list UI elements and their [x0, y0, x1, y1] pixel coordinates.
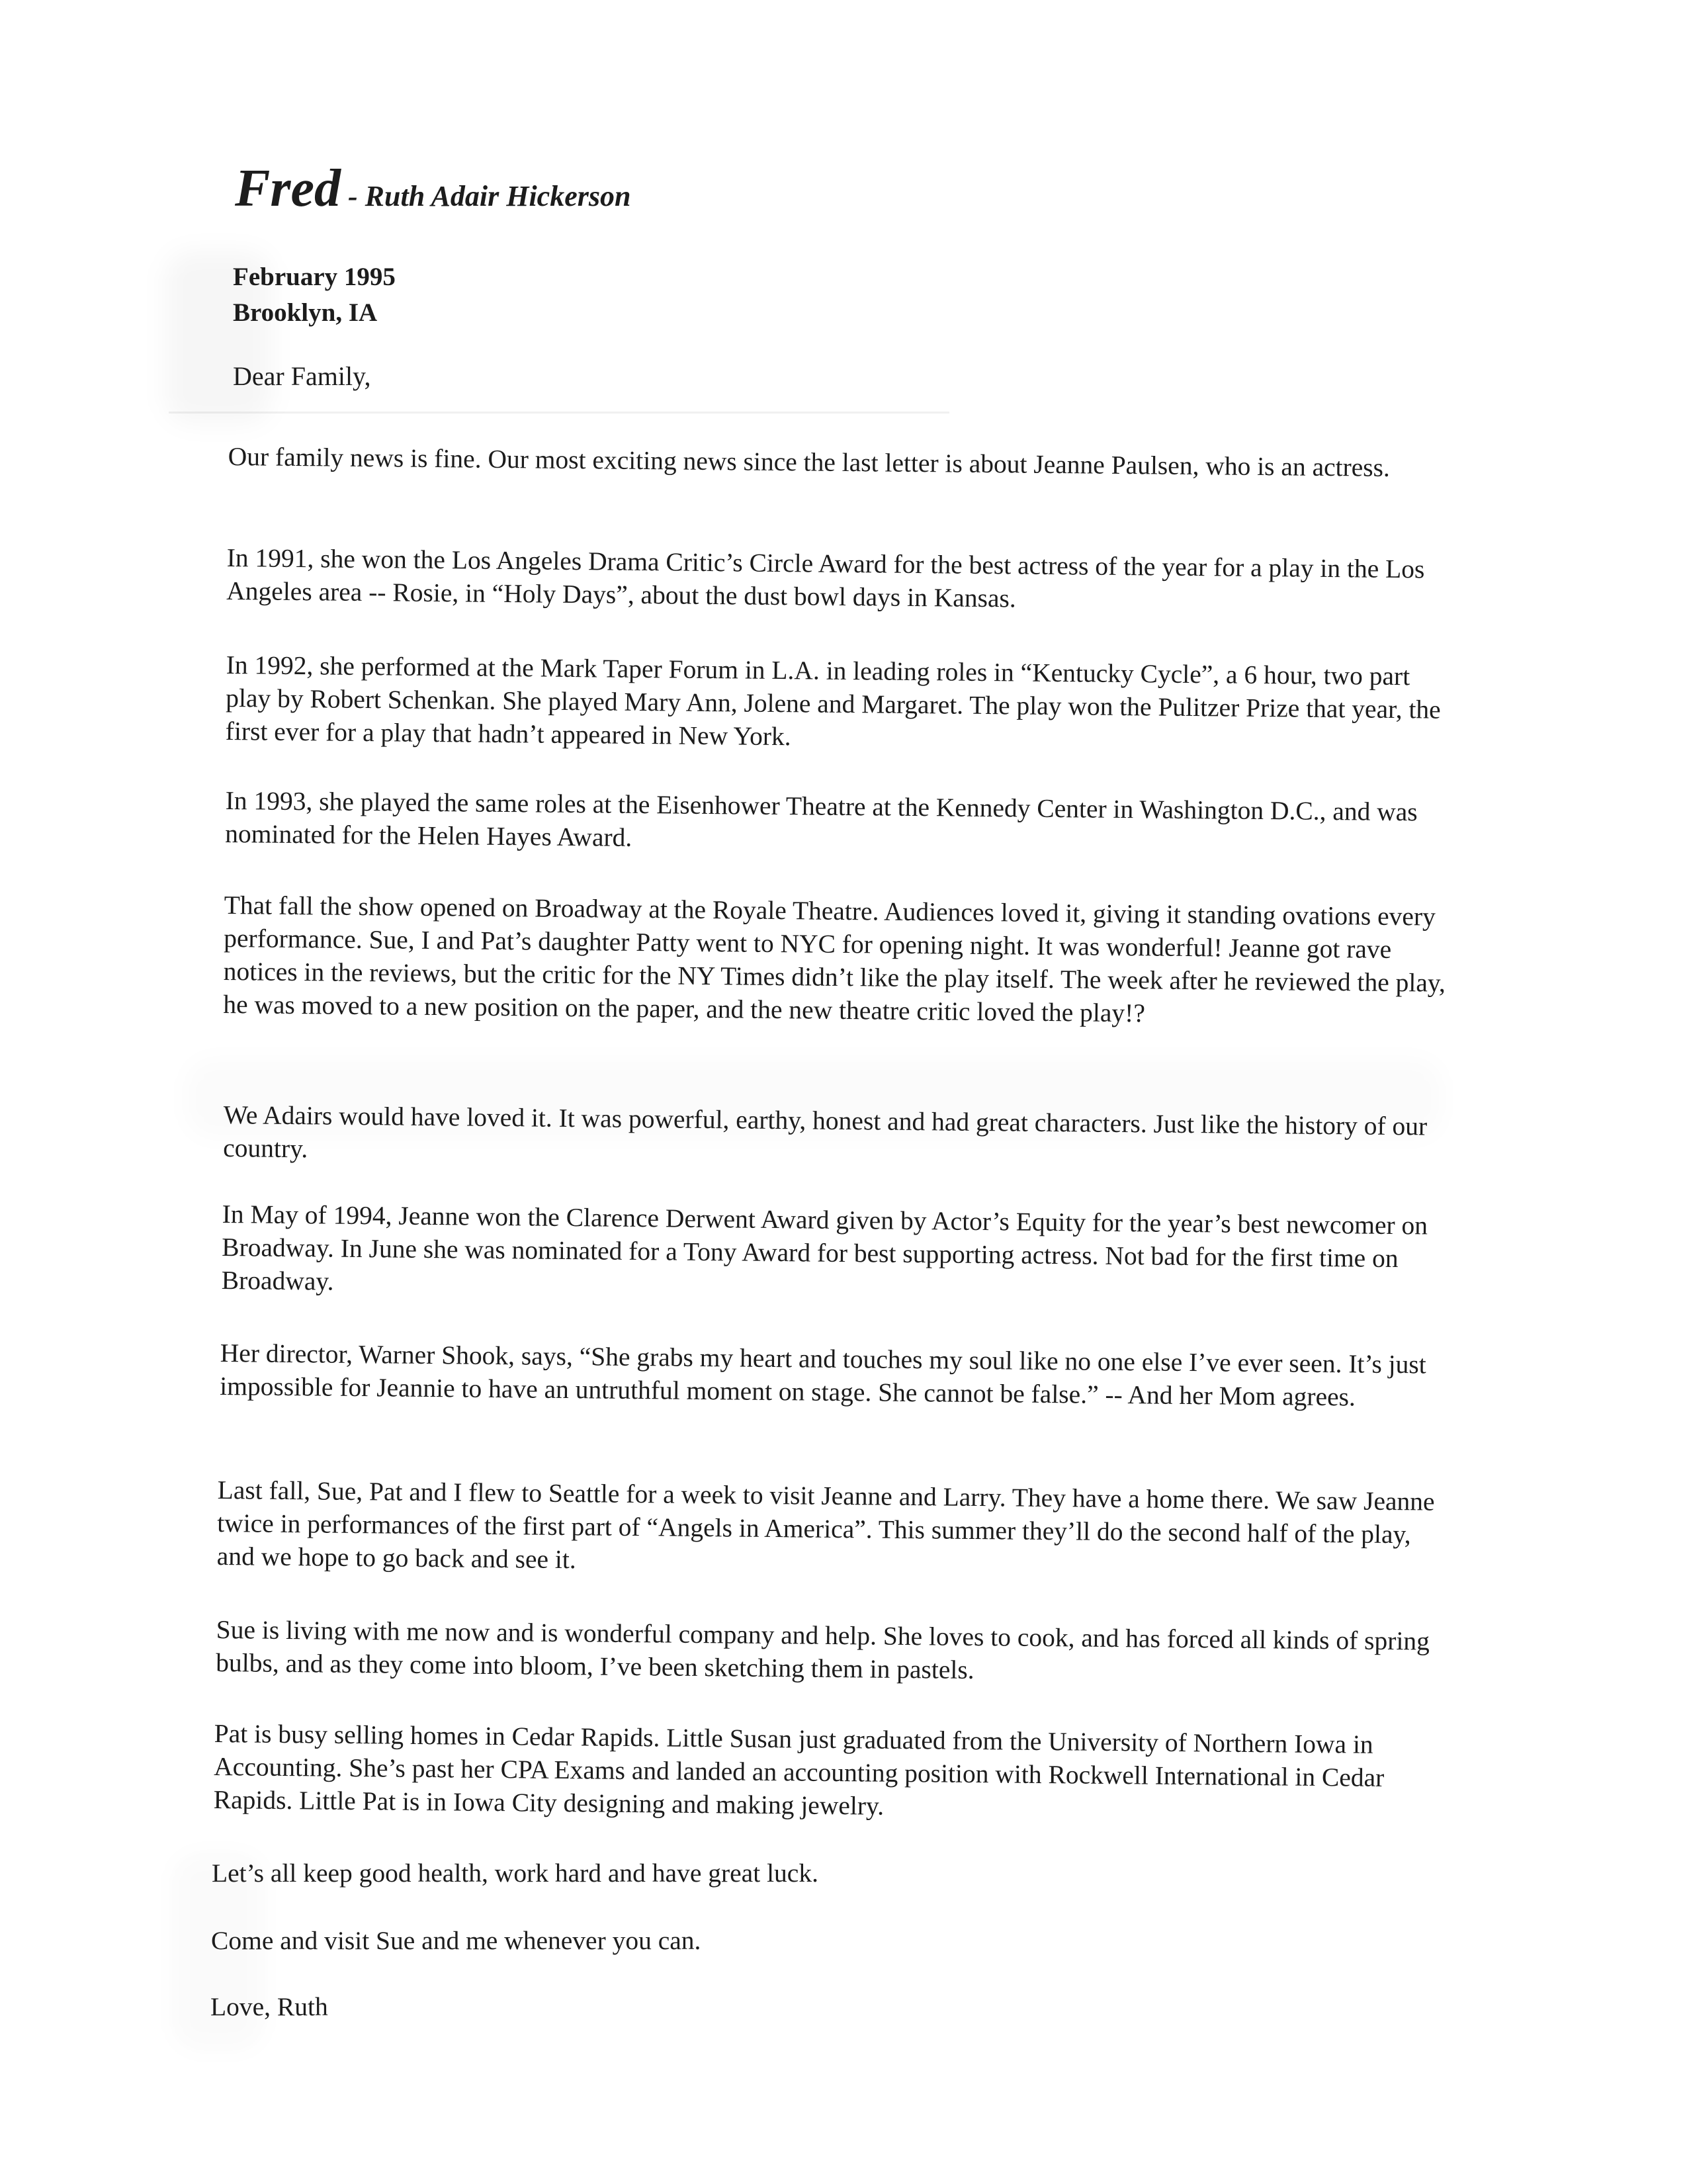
letter-place: Brooklyn, IA: [233, 298, 378, 327]
closing-signoff: Love, Ruth: [210, 1992, 328, 2021]
letter-title-name: Fred: [235, 159, 341, 218]
closing-invite: Come and visit Sue and me whenever you can.: [211, 1926, 701, 1955]
letter-title: [235, 159, 630, 219]
letter-title-author: - Ruth Adair Hickerson: [341, 180, 631, 212]
paragraph-1994: In May of 1994, Jeanne won the Clarence Derwent Award given by Actor’s Equity for the year’s best newcomer on Broadway. In June she was nominated for a Tony Award for best supporting actress. Not bad for the first time on Broadway.: [221, 1199, 1428, 1296]
paragraph-1992: In 1992, she performed at the Mark Taper Forum in L.A. in leading roles in “Kentucky Cycle”, a 6 hour, two part play by Robert Schenkan. She played Mary Ann, Jolene and Margaret. The play won the Pulitzer Prize that year, the first ever for a play that hadn’t appeared in New York.: [225, 650, 1441, 752]
paragraph-1991: In 1991, she won the Los Angeles Drama Critic’s Circle Award for the best actress of the year for a play in the Los Angeles area -- Rosie, in “Holy Days”, about the dust bowl days in Kansas.: [226, 543, 1425, 613]
closing-wish: Let’s all keep good health, work hard and have great luck.: [212, 1858, 818, 1888]
letter-meta: [233, 259, 396, 331]
paragraph-adairs: We Adairs would have loved it. It was powerful, earthy, honest and had great characters. Just like the history of our country.: [223, 1100, 1428, 1164]
paragraph-sue: Sue is living with me now and is wonderful company and help. She loves to cook, and has forced all kinds of spring bulbs, and as they come into bloom, I’ve been sketching them in pastels.: [216, 1614, 1430, 1684]
paragraph-pat: Pat is busy selling homes in Cedar Rapids. Little Susan just graduated from the University of Northern Iowa in Accounting. She’s past her CPA Exams and landed an accounting position with Rockwell International in Cedar Rapids. Little Pat is in Iowa City designing and making jewelry.: [213, 1718, 1385, 1821]
paragraph-seattle: Last fall, Sue, Pat and I flew to Seattle for a week to visit Jeanne and Larry. They have a home there. We saw Jeanne twice in performances of the first part of “Angels in America”. This summer they’ll do the second half of the play, and we hope to go back and see it.: [216, 1475, 1435, 1575]
paragraph-director: Her director, Warner Shook, says, “She grabs my heart and touches my soul like no one else I’ve ever seen. It’s just impossible for Jeannie to have an untruthful moment on stage. She cannot be false.” -- And her Mom agrees.: [220, 1338, 1426, 1412]
scan-rule-line: [169, 412, 949, 414]
paragraph-family-news: Our family news is fine. Our most exciting news since the last letter is about Jeanne Paulsen, who is an actress.: [228, 441, 1391, 482]
paragraph-1993: In 1993, she played the same roles at the Eisenhower Theatre at the Kennedy Center in Washington D.C., and was nominated for the Helen Hayes Award.: [225, 785, 1418, 852]
letter-greeting: Dear Family,: [233, 361, 371, 391]
letter-date: February 1995: [233, 263, 396, 291]
paragraph-broadway: That fall the show opened on Broadway at the Royale Theatre. Audiences loved it, giving it standing ovations every performance. Sue, I and Pat’s daughter Patty went to NYC for opening night. It was wonderful! Jeanne got rave notices in the reviews, but the critic for the NY Times didn’t like the play itself. The week after he reviewed the play, he was moved to a new position on the paper, and the new theatre critic loved the play!?: [223, 890, 1446, 1028]
